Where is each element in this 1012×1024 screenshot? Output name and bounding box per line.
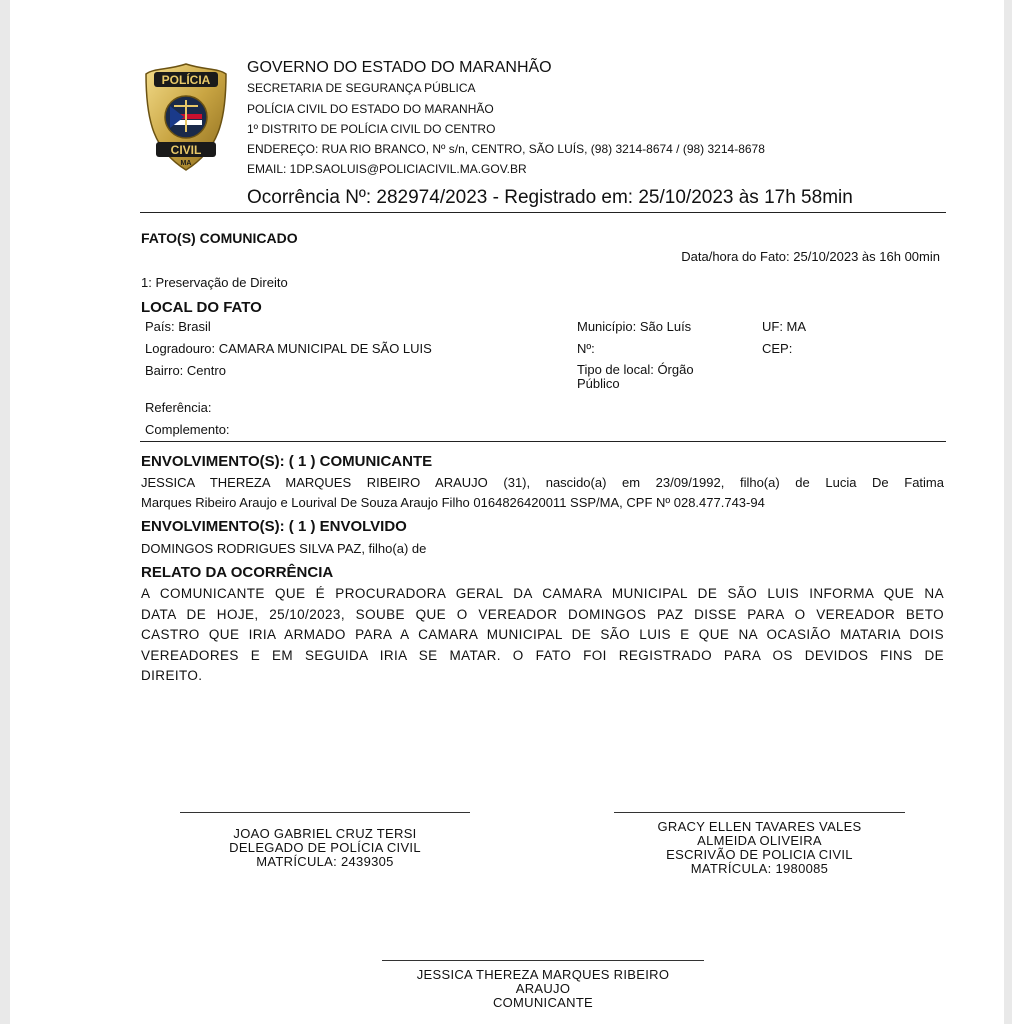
logradouro-field: Logradouro: CAMARA MUNICIPAL DE SÃO LUIS: [145, 341, 432, 356]
comunicante-sig-name2: ARAUJO: [515, 981, 571, 996]
header-divider: [140, 212, 946, 213]
relato-body: [141, 584, 944, 687]
local-divider: [140, 441, 946, 442]
tipo-local-line1: Tipo de local: Órgão: [577, 362, 694, 377]
svg-text:MA: MA: [180, 160, 192, 167]
relato-line: CASTRO QUE IRIA ARMADO PARA A CAMARA MUNICIPAL DE SÃO LUIS E QUE NA OCASIÃO MATARIA DOIS: [141, 627, 944, 643]
escrivao-matricula: MATRÍCULA: 1980085: [690, 861, 829, 876]
secretaria-line: SECRETARIA DE SEGURANÇA PÚBLICA: [247, 81, 476, 95]
svg-text:CIVIL: CIVIL: [170, 143, 202, 157]
gov-title: GOVERNO DO ESTADO DO MARANHÃO: [247, 59, 552, 76]
relato-title: RELATO DA OCORRÊNCIA: [141, 564, 334, 581]
comunicante-line2: Marques Ribeiro Araujo e Lourival De Souza Araujo Filho 0164826420011 SSP/MA, CPF Nº 028.477.743-94: [141, 495, 765, 510]
comunicante-line1: JESSICA THEREZA MARQUES RIBEIRO ARAUJO (31), nascido(a) em 23/09/1992, filho(a) de Lucia De Fatima: [141, 475, 944, 490]
relato-line: DIREITO.: [141, 668, 203, 684]
address-line: ENDEREÇO: RUA RIO BRANCO, Nº s/n, CENTRO, SÃO LUÍS, (98) 3214-8674 / (98) 3214-8678: [247, 142, 765, 156]
escrivao-name1: GRACY ELLEN TAVARES VALES: [657, 819, 862, 834]
envolvido-title: ENVOLVIMENTO(S): ( 1 ) ENVOLVIDO: [141, 518, 407, 535]
distrito-line: 1º DISTRITO DE POLÍCIA CIVIL DO CENTRO: [247, 122, 496, 136]
email-line: EMAIL: 1DP.SAOLUIS@POLICIACIVIL.MA.GOV.BR: [247, 162, 527, 176]
fato-datetime: Data/hora do Fato: 25/10/2023 às 16h 00min: [681, 249, 940, 264]
complemento-field: Complemento:: [145, 422, 230, 437]
escrivao-role: ESCRIVÃO DE POLICIA CIVIL: [666, 847, 853, 862]
local-title: LOCAL DO FATO: [141, 299, 262, 316]
signature-line-escrivao: [614, 812, 905, 813]
pais-field: País: Brasil: [145, 319, 211, 334]
signature-escrivao: [614, 820, 905, 876]
tipo-local-field: [577, 363, 694, 391]
bairro-field: Bairro: Centro: [145, 363, 226, 378]
escrivao-name2: ALMEIDA OLIVEIRA: [697, 833, 822, 848]
comunicante-title: ENVOLVIMENTO(S): ( 1 ) COMUNICANTE: [141, 453, 433, 470]
delegado-role: DELEGADO DE POLÍCIA CIVIL: [229, 840, 421, 855]
relato-line: A COMUNICANTE QUE É PROCURADORA GERAL DA CAMARA MUNICIPAL DE SÃO LUIS INFORMA QUE NA: [141, 586, 944, 601]
uf-field: UF: MA: [762, 319, 807, 334]
relato-line: DATA DE HOJE, 25/10/2023, SOUBE QUE O VEREADOR DOMINGOS PAZ DISSE PARA O VEREADOR BETO: [141, 606, 944, 622]
signature-line-comunicante: [382, 960, 704, 961]
tipo-local-line2: Público: [577, 376, 620, 391]
comunicante-sig-role: COMUNICANTE: [492, 995, 594, 1010]
fato-item: 1: Preservação de Direito: [141, 275, 288, 290]
relato-line: VEREADORES E EM SEGUIDA IRIA SE MATAR. O FATO FOI REGISTRADO PARA OS DEVIDOS FINS DE: [141, 647, 944, 663]
occurrence-number: Ocorrência Nº: 282974/2023 - Registrado em: 25/10/2023 às 17h 58min: [247, 187, 853, 208]
signature-comunicante: [382, 968, 704, 1010]
cep-field: CEP:: [762, 341, 793, 356]
svg-text:POLÍCIA: POLÍCIA: [161, 73, 211, 87]
fatos-title: FATO(S) COMUNICADO: [141, 230, 298, 246]
delegado-matricula: MATRÍCULA: 2439305: [256, 854, 394, 869]
numero-field: Nº:: [577, 341, 595, 356]
municipio-field: Município: São Luís: [577, 319, 692, 334]
comunicante-sig-name1: JESSICA THEREZA MARQUES RIBEIRO: [416, 967, 670, 982]
police-badge-logo: [144, 62, 228, 172]
policia-line: POLÍCIA CIVIL DO ESTADO DO MARANHÃO: [247, 102, 494, 116]
delegado-name: JOAO GABRIEL CRUZ TERSI: [233, 826, 417, 841]
signature-line-delegado: [180, 812, 470, 813]
document-page: [10, 0, 1004, 1024]
referencia-field: Referência:: [145, 400, 212, 415]
envolvido-line1: DOMINGOS RODRIGUES SILVA PAZ, filho(a) de: [141, 541, 427, 556]
signature-delegado: [180, 827, 470, 869]
